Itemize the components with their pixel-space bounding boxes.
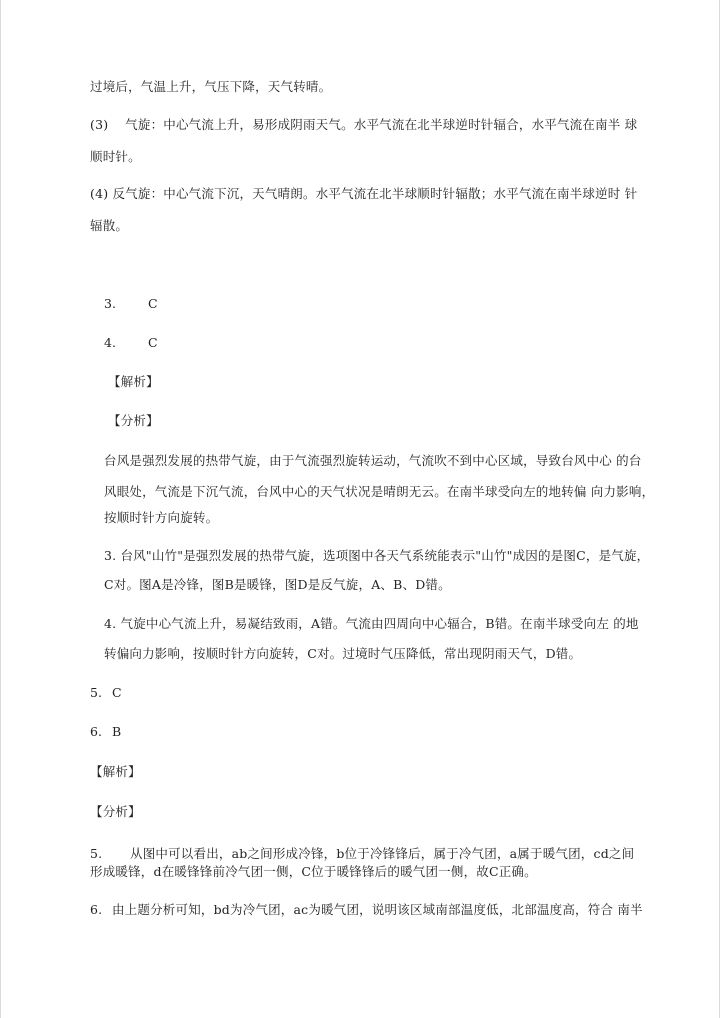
answer-row bbox=[90, 724, 121, 740]
section-heading: 【分析】 bbox=[108, 413, 159, 428]
answer-number: 5. bbox=[90, 685, 102, 700]
text-line: 台风是强烈发展的热带气旋，由于气流强烈旋转运动，气流吹不到中心区域，导致台风中心 的台 bbox=[104, 453, 642, 468]
answer-row bbox=[104, 335, 158, 351]
answer-value: B bbox=[112, 724, 122, 739]
text-line: 按顺时针方向旋转。 bbox=[104, 510, 219, 525]
text-line: 辐散。 bbox=[90, 218, 129, 233]
answer-row bbox=[90, 685, 122, 701]
text-line: 3. 台风"山竹"是强烈发展的热带气旋，选项图中各天气系统能表示"山竹"成因的是图C，是气旋， bbox=[104, 548, 650, 563]
paragraph-text: 从图中可以看出，ab之间形成冷锋，b位于冷锋锋后，属于冷气团，a属于暖气团，cd之间 bbox=[130, 846, 635, 861]
answer-row bbox=[104, 296, 158, 312]
paragraph-number: 5. bbox=[90, 846, 103, 861]
text-line: (4) 反气旋：中心气流下沉，天气晴朗。水平气流在北半球顺时针辐散；水平气流在南半球逆时 针 bbox=[90, 186, 638, 201]
text-line: 形成暖锋，d在暖锋锋前冷气团一侧，C位于暖锋锋后的暖气团一侧，故C正确。 bbox=[90, 864, 537, 879]
section-heading: 【解析】 bbox=[90, 764, 141, 779]
section-heading: 【分析】 bbox=[90, 804, 141, 819]
text-line: 过境后，气温上升，气压下降，天气转晴。 bbox=[90, 79, 332, 94]
text-line: (3) 气旋：中心气流上升，易形成阴雨天气。水平气流在北半球逆时针辐合，水平气流在南半 球 bbox=[90, 117, 638, 132]
paragraph-text: 由上题分析可知，bd为冷气团，ac为暖气团，说明该区域南部温度低，北部温度高，符合 南半 bbox=[112, 902, 643, 917]
section-heading: 【解析】 bbox=[108, 374, 159, 389]
text-line bbox=[90, 846, 634, 862]
text-line bbox=[90, 902, 643, 918]
text-line: 风眼处，气流是下沉气流，台风中心的天气状况是晴朗无云。在南半球受向左的地转偏 向力影响， bbox=[104, 484, 655, 499]
paragraph-number: 6. bbox=[90, 902, 103, 917]
answer-number: 3. bbox=[104, 296, 116, 311]
answer-number: 6. bbox=[90, 724, 102, 739]
answer-value: C bbox=[148, 296, 158, 311]
answer-value: C bbox=[112, 685, 122, 700]
text-line: C对。图A是冷锋，图B是暖锋，图D是反气旋，A、B、D错。 bbox=[104, 577, 451, 592]
text-line: 4. 气旋中心气流上升，易凝结致雨，A错。气流由四周向中心辐合，B错。在南半球受向左 的地 bbox=[104, 616, 639, 631]
answer-value: C bbox=[148, 335, 158, 350]
text-line: 转偏向力影响，按顺时针方向旋转，C对。过境时气压降低，常出现阴雨天气，D错。 bbox=[104, 646, 582, 661]
text-line: 顺时针。 bbox=[90, 149, 141, 164]
answer-number: 4. bbox=[104, 335, 116, 350]
